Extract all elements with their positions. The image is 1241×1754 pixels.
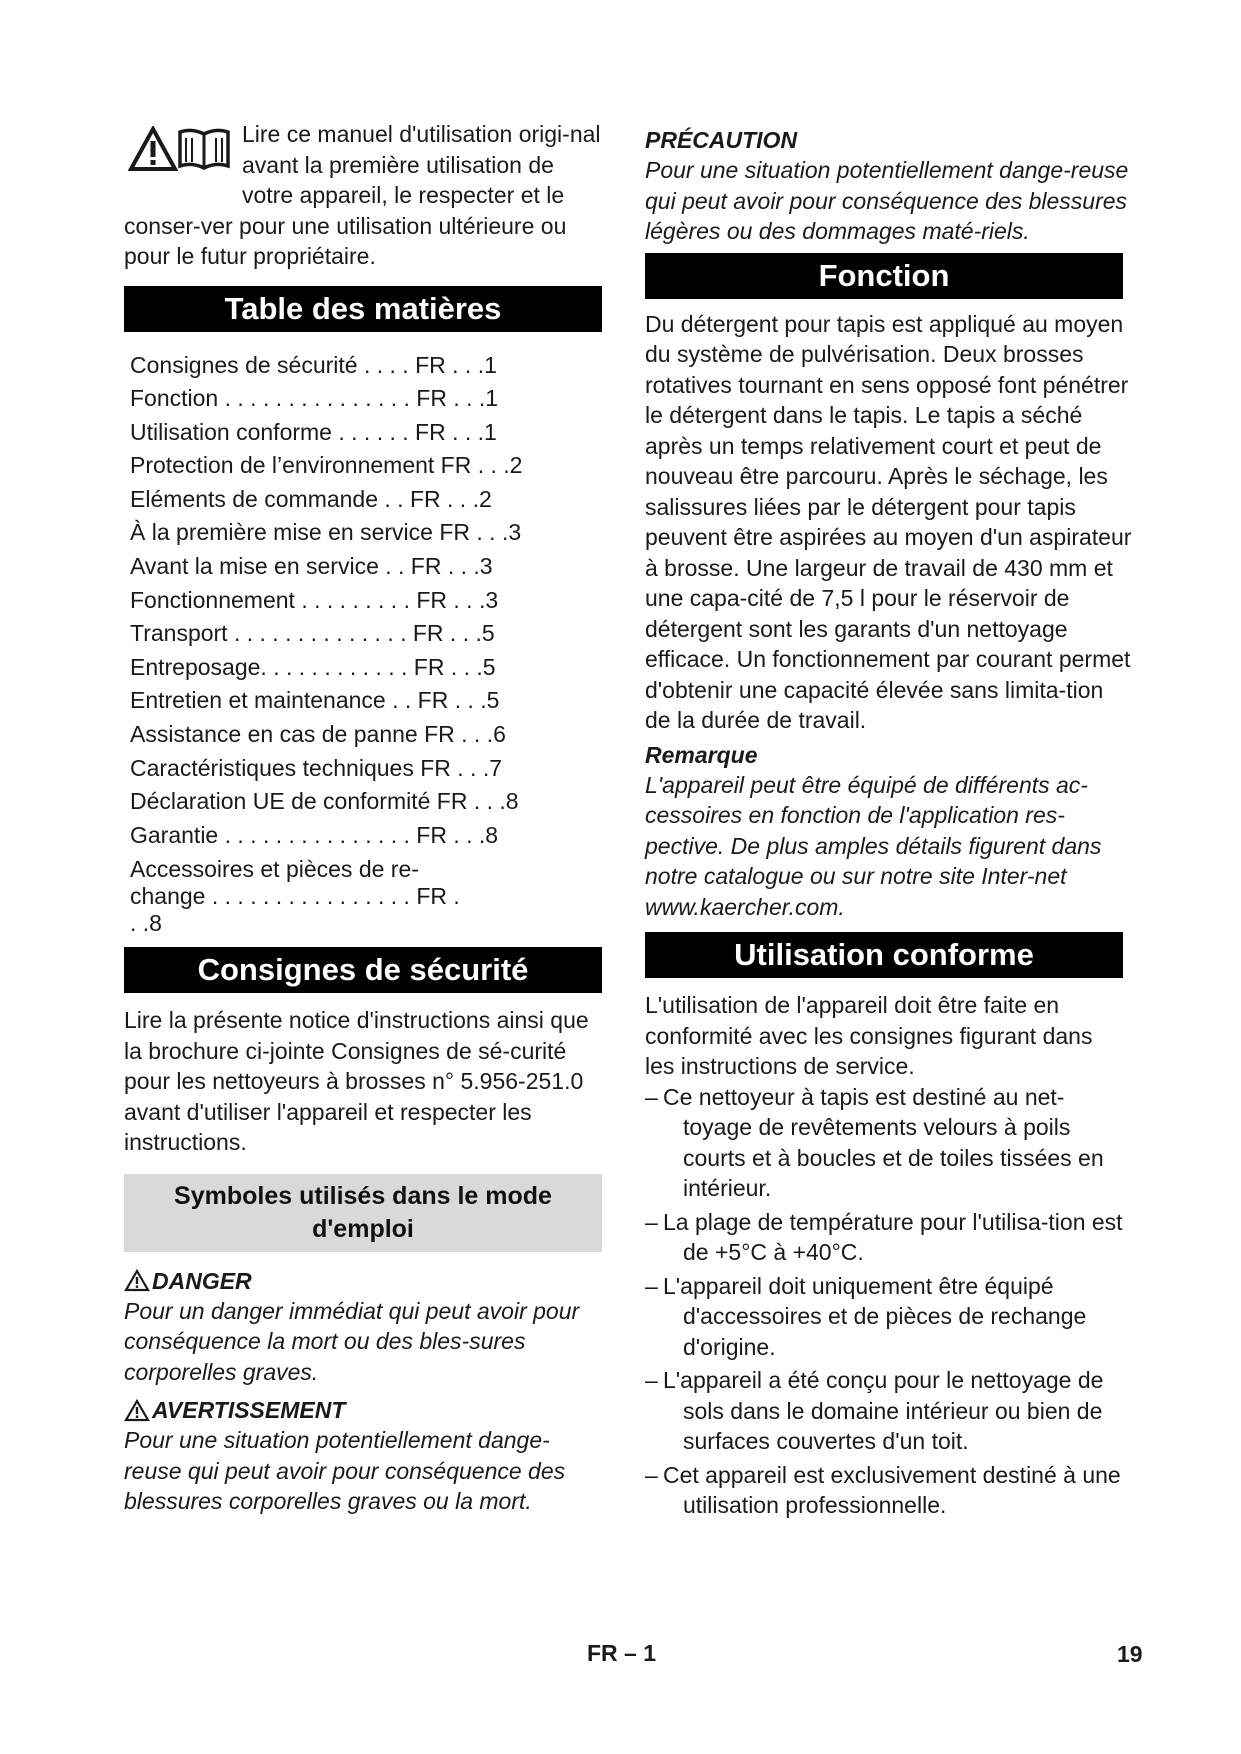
manual-book-icon [176, 126, 232, 172]
list-item-text: Ce nettoyeur à tapis est destiné au net-toyage de revêtements velours à poils courts et à boucles et de toiles tissées en intérieur. [663, 1083, 1104, 1201]
warning-text: Pour une situation potentiellement dange-reuse qui peut avoir pour conséquence des blessures corporelles graves ou la mort. [124, 1427, 566, 1515]
toc-item[interactable]: Avant la mise en service . . FR . . .3 [130, 553, 493, 580]
list-item-text: L'appareil doit uniquement être équipé d'accessoires et de pièces de rechange d'origine. [663, 1272, 1087, 1360]
symbols-heading: Symboles utilisés dans le mode d'emploi [124, 1174, 602, 1252]
dash-bullet: – [645, 1208, 658, 1235]
dash-bullet: – [645, 1083, 658, 1110]
warning-label-text: AVERTISSEMENT [152, 1397, 346, 1424]
toc-item[interactable]: Fonction . . . . . . . . . . . . . . . FR . . .1 [130, 385, 499, 412]
toc-item[interactable]: Transport . . . . . . . . . . . . . . FR . . .5 [130, 620, 495, 647]
list-item-text: L'appareil a été conçu pour le nettoyage de sols dans le domaine intérieur ou bien de surfaces couvertes d'un toit. [663, 1367, 1104, 1454]
list-item-text: Cet appareil est exclusivement destiné à une utilisation professionnelle. [663, 1461, 1121, 1518]
toc-item[interactable]: Garantie . . . . . . . . . . . . . . . FR . . .8 [130, 821, 499, 848]
toc-heading: Table des matières [124, 286, 602, 332]
list-item [645, 1460, 1123, 1521]
toc-item[interactable]: Utilisation conforme . . . . . . FR . . .1 [130, 418, 497, 445]
intro-icons [124, 126, 234, 188]
caution-text: Pour une situation potentiellement dange-reuse qui peut avoir pour conséquence des blessures légères ou des dommages maté-riels. [645, 157, 1129, 244]
dash-bullet: – [645, 1461, 658, 1488]
toc-item[interactable]: Protection de l’environnement FR . . .2 [130, 452, 523, 479]
toc-item[interactable]: Entreposage. . . . . . . . . . . . FR . . .5 [130, 653, 496, 680]
toc-item[interactable]: Eléments de commande . . FR . . .2 [130, 485, 492, 512]
page-label: FR – 1 [587, 1640, 657, 1666]
warning-triangle-icon [124, 1269, 150, 1292]
toc-item[interactable]: Déclaration UE de conformité FR . . .8 [130, 788, 519, 815]
danger-label-text: DANGER [152, 1267, 252, 1294]
toc-item[interactable]: Consignes de sécurité . . . . FR . . .1 [130, 351, 497, 378]
function-text: Du détergent pour tapis est appliqué au moyen du système de pulvérisation. Deux brosses rotatives tournant en sens opposé font pénétrer le détergent dans le tapis. Le tapis a séché après un temps relativement court et peut de nouveau être parcouru. Après le séchage, les salissures liées par le détergent pour tapis peuvent être aspirées au moyen d'un aspirateur à brosse. Une largeur de travail de 430 mm et une capa-cité de 7,5 l pour le réservoir de détergent sont les garants d'un nettoyage efficace. Un fonctionnement par courant permet d'obtenir une capacité élevée sans limita-tion de la durée de travail. [645, 310, 1132, 733]
page-number: 19 [1117, 1641, 1143, 1667]
intended-use-heading: Utilisation conforme [645, 932, 1123, 978]
note-label [645, 740, 1135, 770]
right-column [645, 125, 1135, 1524]
warning-triangle-icon [124, 1399, 150, 1422]
dash-bullet: – [645, 1272, 658, 1299]
safety-heading: Consignes de sécurité [124, 947, 602, 993]
warning-label [124, 1395, 602, 1425]
intro-block [124, 118, 602, 272]
intended-use-text: L'utilisation de l'appareil doit être faite en conformité avec les consignes figurant dans les instructions de service. [645, 992, 1093, 1079]
danger-label [124, 1266, 602, 1296]
dash-bullet: – [645, 1367, 658, 1393]
safety-text: Lire la présente notice d'instructions ainsi que la brochure ci-jointe Consignes de sé-curité pour les nettoyeurs à brosses n° 5.956-251.0 avant d'utiliser l'appareil et respecter les instructions. [124, 1007, 589, 1156]
note-text: L'appareil peut être équipé de différents ac-cessoires en fonction de l'application res-pective. De plus amples détails figurent dans notre catalogue ou sur notre site Inter-net www.kaercher.com. [645, 771, 1102, 920]
toc-item[interactable]: Fonctionnement . . . . . . . . . FR . . .3 [130, 586, 499, 613]
toc-item[interactable]: À la première mise en service FR . . .3 [130, 519, 522, 546]
note-label-text: Remarque [645, 741, 758, 768]
toc-item[interactable]: Accessoires et pièces de re-change . . . . . . . . . . . . . . . . FR . . .8 [130, 856, 460, 937]
list-item [645, 1271, 1123, 1363]
danger-text: Pour un danger immédiat qui peut avoir pour conséquence la mort ou des bles-sures corporelles graves. [124, 1297, 580, 1385]
toc-list [124, 349, 602, 938]
warning-triangle-icon [128, 126, 178, 172]
toc-item[interactable]: Assistance en cas de panne FR . . .6 [130, 721, 506, 748]
left-column [124, 118, 602, 1517]
intended-use-list [645, 1082, 1123, 1521]
caution-label [645, 125, 1135, 155]
toc-item[interactable]: Caractéristiques techniques FR . . .7 [130, 754, 502, 781]
list-item [645, 1082, 1123, 1204]
toc-item[interactable]: Entretien et maintenance . . FR . . .5 [130, 687, 500, 714]
intro-text: Lire ce manuel d'utilisation origi-nal avant la première utilisation de votre appareil, le respecter et le conser-ver pour une utilisation ultérieure ou pour le futur propriétaire. [124, 121, 601, 269]
caution-label-text: PRÉCAUTION [645, 127, 798, 153]
list-item [645, 1365, 1123, 1457]
function-heading: Fonction [645, 253, 1123, 299]
list-item-text: La plage de température pour l'utilisa-tion est de +5°C à +40°C. [663, 1208, 1123, 1265]
list-item [645, 1207, 1123, 1268]
